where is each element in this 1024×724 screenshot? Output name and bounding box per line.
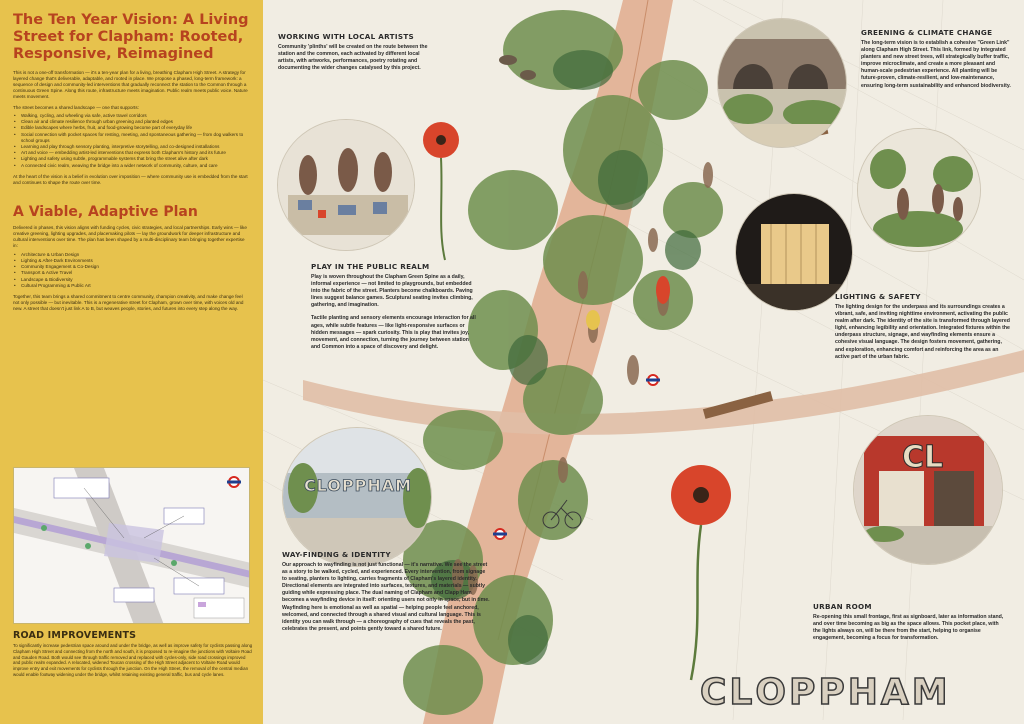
section-title: LIGHTING & SAFETY: [835, 292, 921, 301]
section-text: The long-term vision is to establish a cohesive "Green Link" along Clapham High Street. This link, formed by integrated planters and new street trees, will strategically buffer traffic, improve microclimate, and create a more pleasant and human-scale pedestrian experience. All planting will be future-proven, climate-resilient, and low-maintenance, ensuring long-term sustainability and enhanced biodiversity.: [861, 40, 1011, 89]
road-improvements-title: ROAD IMPROVEMENTS: [13, 630, 137, 641]
plan-close-text: [13, 294, 250, 312]
list-item: • Transport & Active Travel: [13, 270, 250, 276]
section-text: Play is woven throughout the Clapham Green Spine as a daily, informal experience — not limited to playgrounds, but embedded into the fabric of the street. Planters become chalkboards. Paving lines suggest balance games. Sculptural seating invites climbing, gathering, and imagination.: [311, 274, 473, 309]
landscape-list: [13, 113, 250, 169]
list-item: • Architecture & Urban Design: [13, 252, 250, 258]
clopp-ham-logotype: [700, 672, 951, 713]
section-text: Our approach to wayfinding is not just functional — it's narrative. We see the street as a story to be walked, cycled, and experienced. Every intervention, from signage to seating, planters to lighting, carries fragments of Clapham's layered identity. Directional elements are integrated into surfaces, textures, and materials — subtly guiding while expressing place. The dual naming of Clapham and Clapp Ham becomes a wayfinding device in itself: orienting users not only in space, but in time. Wayfinding here is emotional as well as spatial — helping people feel anchored, welcomed, and connected through a shared visual and cultural language. This is identity you can walk through — a choreography of cues that reveals the past, celebrates the present, and points gently toward a shared future.: [282, 562, 490, 632]
list-item: • Walking, cycling, and wheeling via safe, active travel corridors: [13, 113, 250, 119]
green-spine-illustration: [263, 0, 1024, 724]
list-item: • A connected civic realm, weaving the bridge into a wider network of community, culture, and care: [13, 163, 250, 169]
vision-title: The Ten Year Vision: A Living Street for Clapham: Rooted, Responsive, Reimagined: [13, 12, 249, 62]
plan-text: [13, 225, 250, 249]
section-title: WAY-FINDING & IDENTITY: [282, 550, 391, 559]
artists-vignette: [277, 119, 415, 251]
brand-letter: O: [755, 672, 789, 713]
wayfinding-vignette: [282, 427, 432, 567]
greening-vignette: [717, 18, 847, 148]
list-item: • Community Engagement & Co-Design: [13, 264, 250, 270]
section-title: URBAN ROOM: [813, 602, 872, 611]
list-item: • Clean air and climate resilience through urban greening and planted edges: [13, 119, 250, 125]
section-text-2: Tactile planting and sensory elements encourage interaction for all ages, while subtle features — like light-responsive surfaces or hidden messages — spark curiosity. This is play that invites joy, movement, and connection, turning the journey between station and Common into a space of discovery and delight.: [311, 315, 476, 350]
section-title: PLAY IN THE PUBLIC REALM: [311, 262, 430, 271]
section-lighting: [835, 292, 1011, 361]
brand-letter: P: [818, 672, 848, 713]
urban-room-vignette: [853, 415, 1003, 565]
community-garden-vignette: [857, 128, 981, 252]
brand-letter: H: [847, 672, 881, 713]
list-item: • Lighting and safety using subtle, programmable systems that bring the street alive after dark: [13, 156, 250, 162]
road-improvements-map: [13, 467, 250, 624]
vision-intro: This is not a one-off transformation — it's a ten-year plan for a living, breathing Clapham High Street. A strategy for layered change that's deliverable, adaptable, and rooted in place. We propose a phased, long-term framework: a sequence of design and community-led interventions that gradually reconnect the station to the Common through a continuous Green Spine. Along this route, infrastructure meets imagination. Public realm meets public voice. Nature meets movement.: [13, 70, 248, 99]
road-improvements-text: To significantly increase pedestrian space around and under the bridge, as well as improve safety for cyclists passing along Clapham High Street and connecting from the north and south, it is proposed to re-imagine the junctions with Voltaire Road and Gauden Road. Both would see through traffic removed and replaced with cycles-only, side road crossings improved and public realm expanded. A relocated, widened Toucan crossing of the High Street adjacent to Voltaire Road would improve entry and exit movements for cyclists through the junction. On the High Street, the removal of the central median would enable footway widening under the bridge, whilst retaining existing general traffic, bus and cycle lanes.: [13, 643, 253, 677]
landscape-lead: The street becomes a shared landscape — one that supports:: [13, 105, 139, 110]
section-text: The lighting design for the underpass and its surroundings creates a vibrant, safe, and inviting nighttime environment, activating the public realm after dark. The identity of the site is transformed through layered light, enhancing legibility and orientation. Integrated fixtures within the underpass structure, signage, and wayfinding elements ensure a cohesive visual language. The design fosters movement, gathering, and exploration, enhancing comfort and reinforcing the area as an active part of the urban fabric.: [835, 304, 1010, 360]
brand-letter: L: [729, 672, 756, 713]
plan-list: [13, 252, 250, 289]
section-urban-room: [813, 602, 1005, 642]
section-play: [311, 262, 479, 351]
section-wayfinding: [282, 550, 490, 633]
list-item: • Lighting & After-Dark Environments: [13, 258, 250, 264]
plan-title: A Viable, Adaptive Plan: [13, 203, 198, 220]
section-title: WORKING WITH LOCAL ARTISTS: [278, 32, 415, 41]
junction-plan-drawing: [14, 468, 250, 624]
brand-letter: P: [788, 672, 819, 713]
list-item: • Edible landscapes where herbs, fruit, and food-growing become part of everyday life: [13, 125, 250, 131]
brand-letter: C: [700, 672, 730, 713]
section-greening: [861, 28, 1011, 90]
heart-text: [13, 174, 250, 186]
vision-text: [13, 70, 250, 111]
section-local-artists: [278, 32, 436, 72]
section-title: GREENING & CLIMATE CHANGE: [861, 28, 993, 37]
list-item: • Art and voice — embedding artist-led interventions that express both Clapham's history and its future: [13, 150, 250, 156]
list-item: • Cultural Programming & Public Art: [13, 283, 250, 289]
section-text: Community 'plinths' will be created on the route between the station and the common, each activated by different local artists, with artworks, performances, poetry rotating and documenting the wider changes catalysed by this project.: [278, 44, 428, 72]
brand-letter: M: [911, 672, 951, 713]
list-item: • Landscape & Biodiversity: [13, 277, 250, 283]
section-text: Re-opening this small frontage, first as signboard, later as information stand, and over time becoming as big as the space allows. This pocket place, with the lights always on, will be there from the start, helping to organise engagement, becoming a focus for transformation.: [813, 614, 1004, 642]
clopp-ham-underpass-sign: CLOPPHAM: [303, 476, 413, 495]
brand-letter: A: [880, 672, 912, 713]
urban-room-shop-sign: CL: [902, 440, 944, 475]
list-item: • Learning and play through sensory planting, interpretive storytelling, and co-designed installations: [13, 144, 250, 150]
plan-paragraph: Delivered in phases, this vision aligns with funding cycles, civic strategies, and local partnerships. Early wins — like creative greening, lighting upgrades, and placemaking pilots — lay the groundwork for deeper infrastructure and cultural interventions over time. The plan has been shaped by a multi-disciplinary team bringing together expertise in:: [13, 224, 247, 248]
list-item: • Social connection with pocket spaces for resting, meeting, and spontaneous gathering — from dog walkers to school groups: [13, 132, 250, 144]
plan-close-paragraph: Together, this team brings a shared commitment to centre community, champion creativity, and make change feel not only possible — but inevitable. This is a regenerative street for Clapham, grown over time, with voices old and new. A street that doesn't just link A to B, but weaves people, stories, and futures into every step along the way.: [13, 294, 244, 312]
heart-paragraph: At the heart of the vision is a belief in evolution over imposition — where community use is embedded from the start and continues to shape the route over time.: [13, 173, 248, 185]
